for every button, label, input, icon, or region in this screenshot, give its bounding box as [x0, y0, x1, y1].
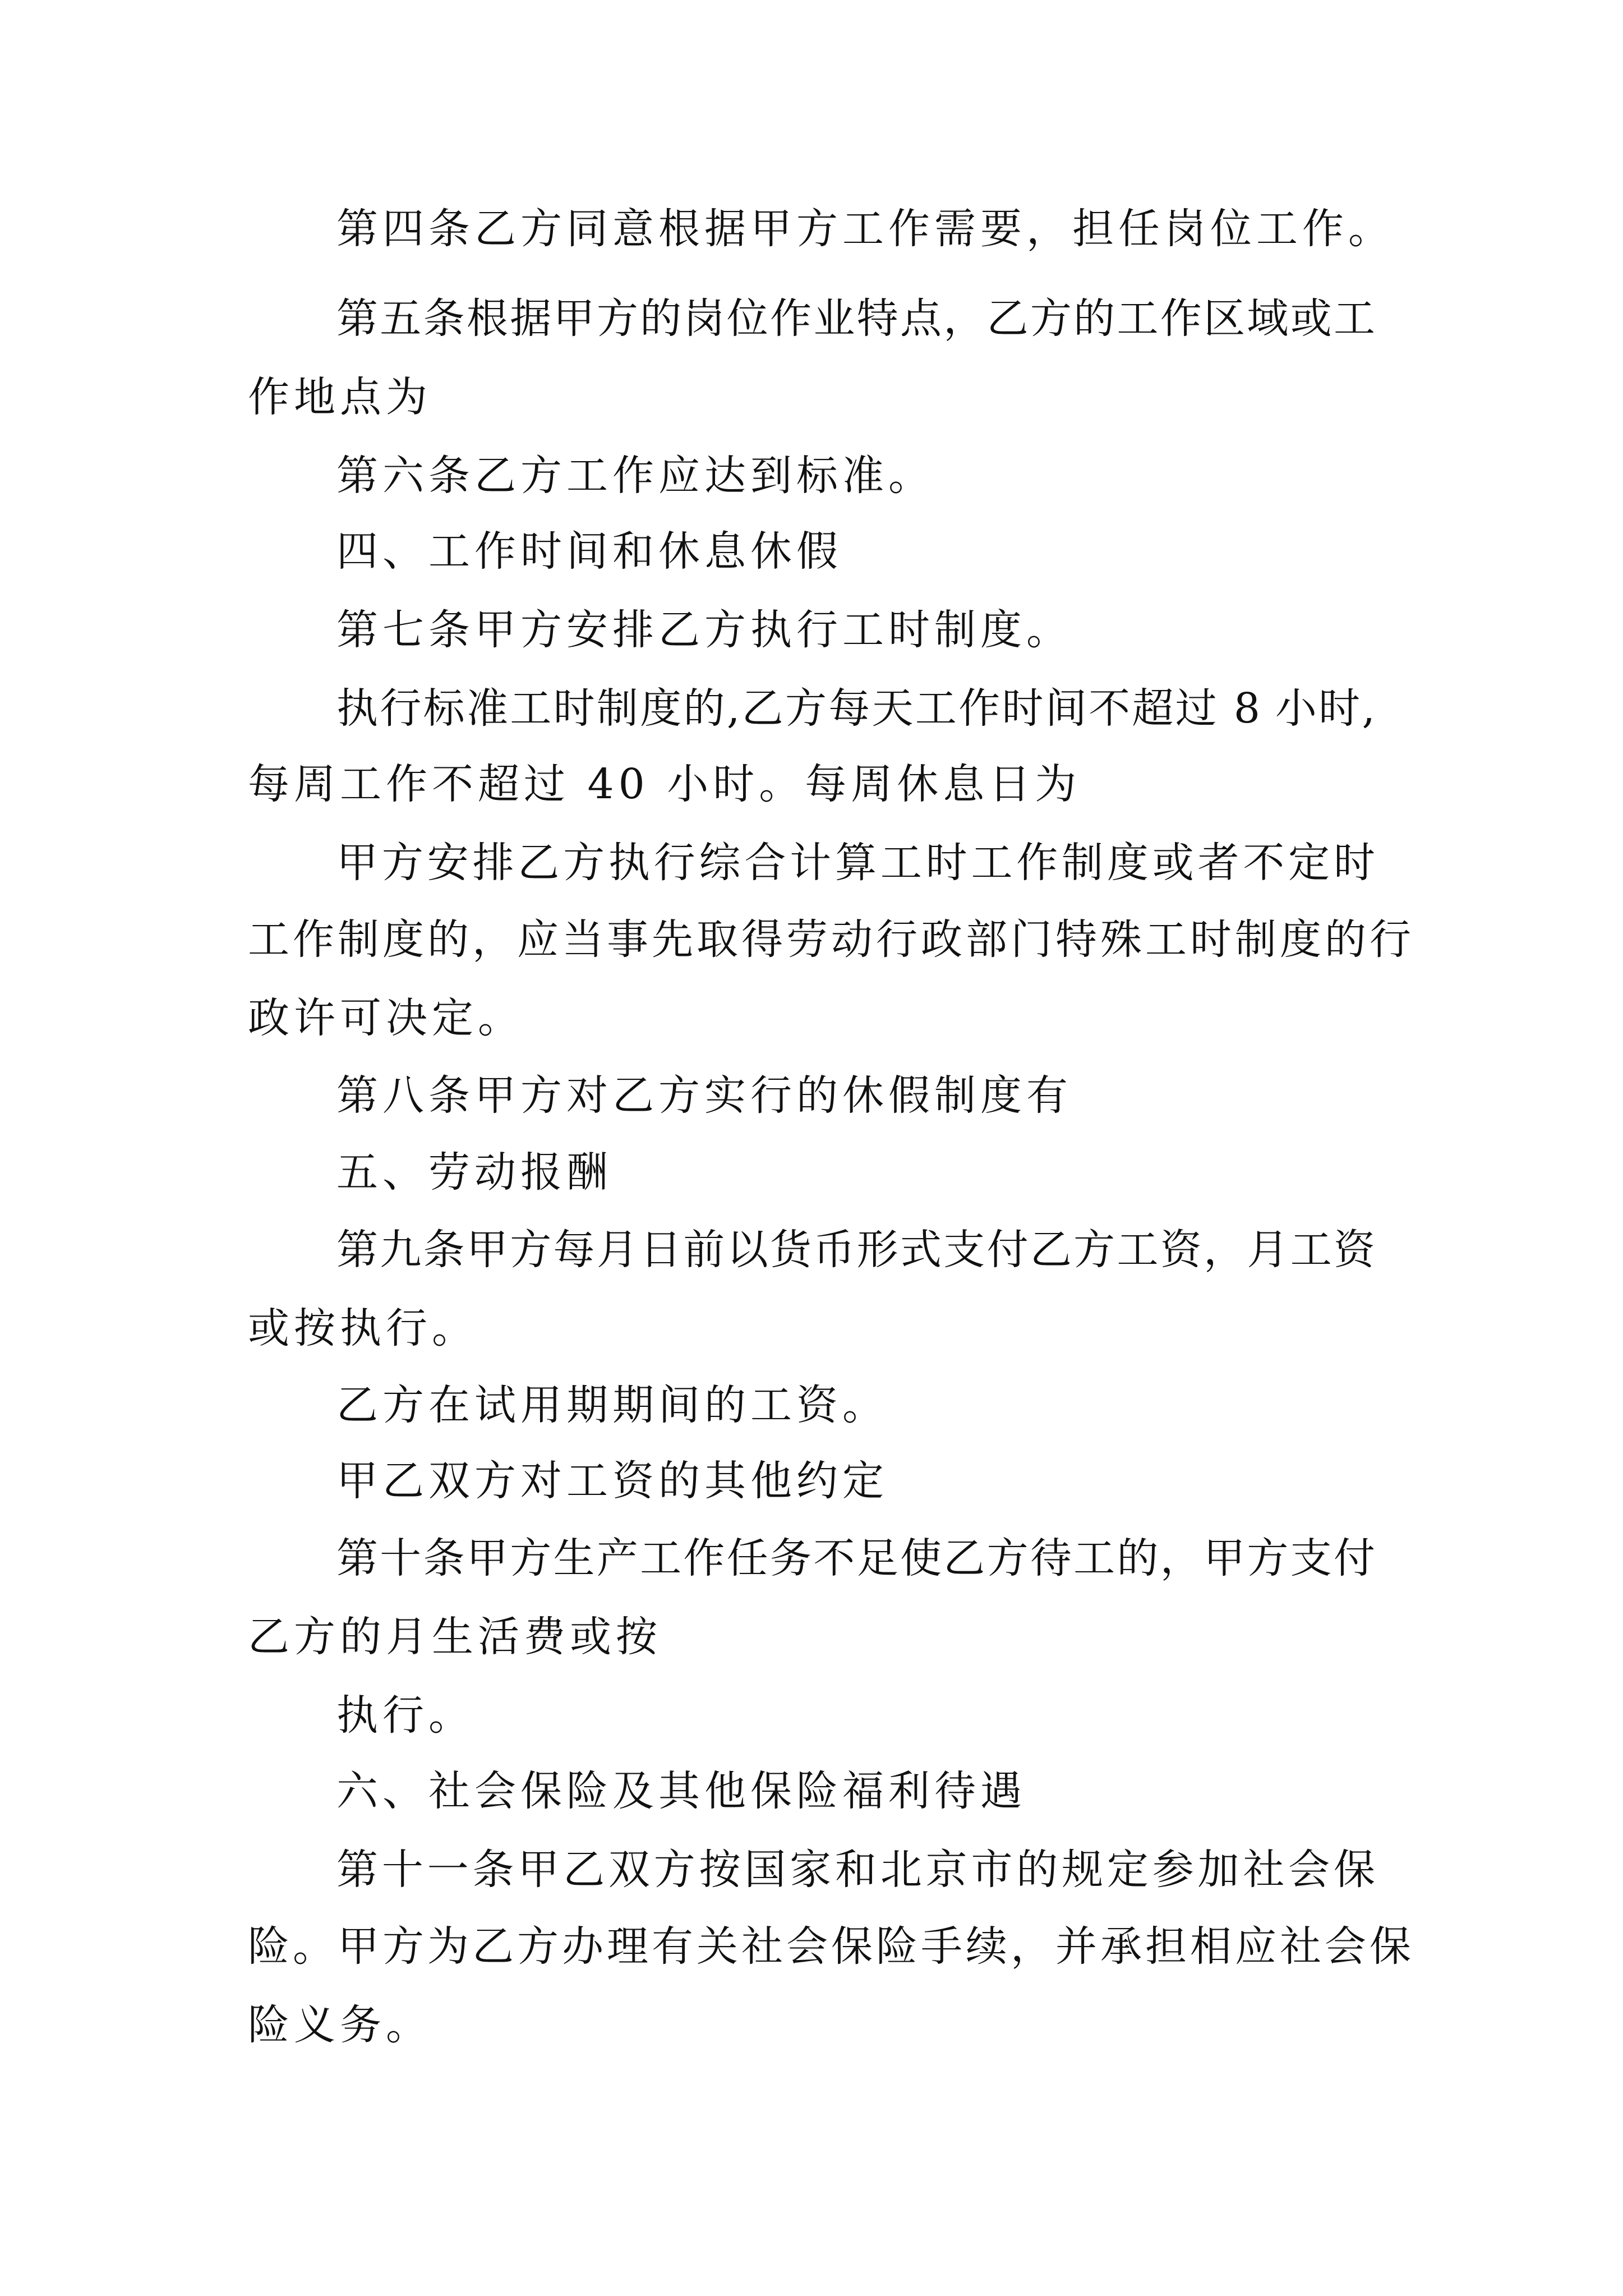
paragraph-line: 第五条根据甲方的岗位作业特点，乙方的工作区域或工 — [336, 295, 1375, 343]
paragraph-line: 甲乙双方对工资的其他约定 — [336, 1457, 888, 1505]
section-heading: 四、工作时间和休息休假 — [336, 527, 842, 576]
section-heading: 六、社会保险及其他保险福利待遇 — [336, 1767, 1026, 1815]
paragraph-line: 政许可决定。 — [248, 994, 524, 1042]
paragraph-line: 每周工作不超过 40 小时。每周休息日为 — [248, 760, 1081, 808]
paragraph-line: 险。甲方为乙方办理有关社会保险手续，并承担相应社会保 — [248, 1922, 1414, 1971]
paragraph-line: 乙方在试用期期间的工资。 — [336, 1381, 888, 1429]
paragraph-line: 第十条甲方生产工作任务不足使乙方待工的，甲方支付 — [336, 1534, 1375, 1582]
paragraph-line: 第六条乙方工作应达到标准。 — [336, 452, 934, 500]
paragraph-line: 作地点为 — [248, 373, 432, 421]
paragraph-line: 第四条乙方同意根据甲方工作需要，担任岗位工作。 — [336, 205, 1394, 253]
paragraph-line: 险义务。 — [248, 2001, 432, 2049]
paragraph-line: 乙方的月生活费或按 — [248, 1613, 662, 1661]
paragraph-line: 第八条甲方对乙方实行的休假制度有 — [336, 1071, 1072, 1120]
paragraph-line: 执行。 — [336, 1691, 474, 1740]
paragraph-line: 第九条甲方每月日前以货币形式支付乙方工资，月工资 — [336, 1226, 1375, 1274]
paragraph-line: 第十一条甲乙双方按国家和北京市的规定参加社会保 — [336, 1846, 1375, 1894]
paragraph-line: 工作制度的，应当事先取得劳动行政部门特殊工时制度的行 — [248, 915, 1414, 964]
paragraph-line: 甲方安排乙方执行综合计算工时工作制度或者不定时 — [336, 839, 1375, 887]
paragraph-line: 第七条甲方安排乙方执行工时制度。 — [336, 606, 1072, 654]
paragraph-line: 执行标准工时制度的,乙方每天工作时间不超过 8 小时, — [336, 684, 1375, 733]
paragraph-line: 或按执行。 — [248, 1304, 478, 1352]
section-heading: 五、劳动报酬 — [336, 1148, 612, 1197]
